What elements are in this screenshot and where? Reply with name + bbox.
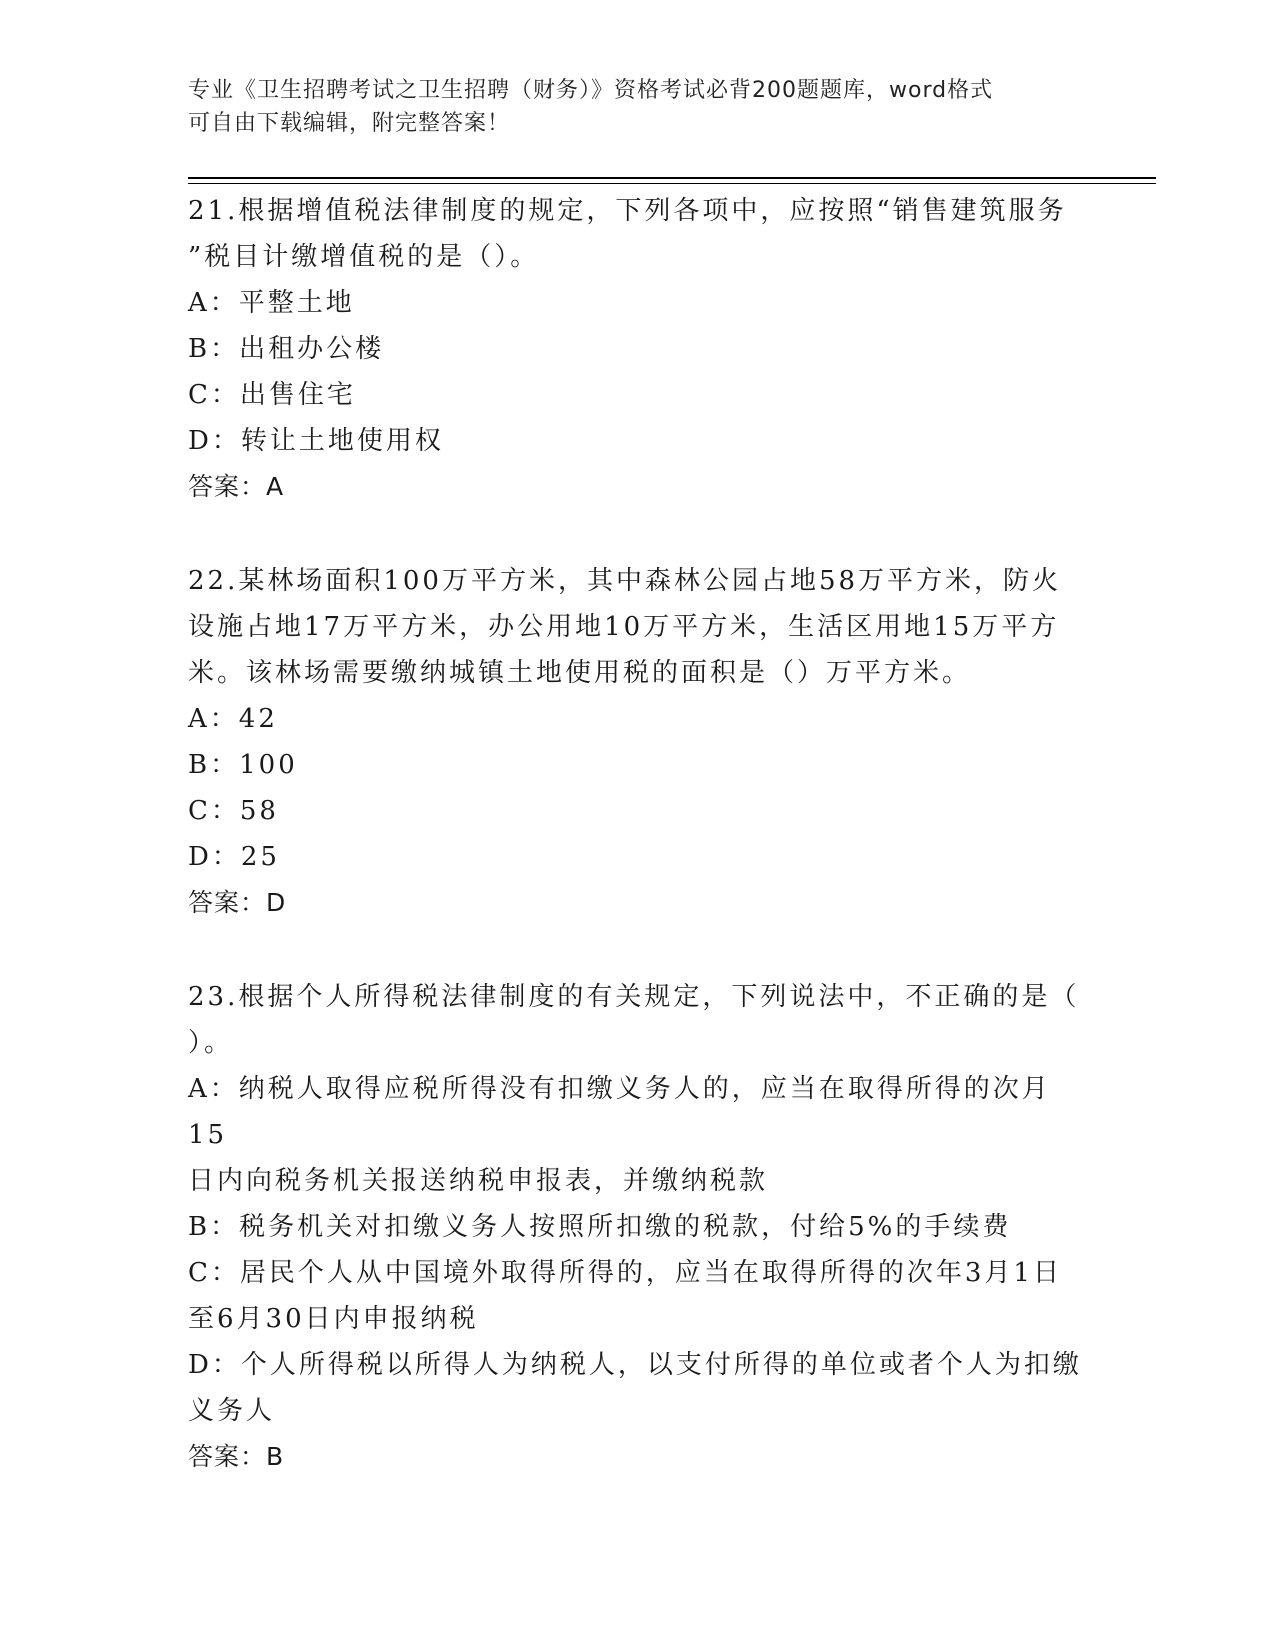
answer: 答案：D	[188, 888, 287, 917]
option-a: A：平整土地	[188, 288, 355, 318]
option-a: A：纳税人取得应税所得没有扣缴义务人的，应当在取得所得的次月15	[188, 1074, 1051, 1150]
question-text-line: ”税目计缴增值税的是（）。	[188, 242, 540, 272]
option-d: D：转让土地使用权	[188, 426, 444, 456]
option-b: B：出租办公楼	[188, 334, 385, 364]
option-d: D：25	[188, 842, 280, 872]
question-text-line: 21.根据增值税法律制度的规定，下列各项中，应按照“销售建筑服务	[188, 196, 1067, 226]
answer: 答案：B	[188, 1442, 285, 1471]
option-d: D：个人所得税以所得人为纳税人，以支付所得的单位或者个人为扣缴	[188, 1350, 1082, 1380]
question-text-line: 设施占地17万平方米，办公用地10万平方米，生活区用地15万平方	[188, 612, 1060, 642]
header-line-2: 可自由下载编辑，附完整答案！	[188, 111, 511, 136]
header-line-1: 专业《卫生招聘考试之卫生招聘（财务）》资格考试必背200题题库，word格式	[188, 78, 994, 103]
header-divider-thin	[188, 183, 1156, 184]
question-21	[188, 188, 1088, 510]
question-text-line: 22.某林场面积100万平方米，其中森林公园占地58万平方米，防火	[188, 566, 1062, 596]
question-23	[188, 974, 1088, 1480]
option-b: B：税务机关对扣缴义务人按照所扣缴的税款，付给5%的手续费	[188, 1212, 1012, 1242]
question-text-line: 23.根据个人所得税法律制度的有关规定，下列说法中，不正确的是（	[188, 982, 1080, 1012]
option-d-continued: 义务人	[188, 1396, 276, 1426]
option-a: A：42	[188, 704, 278, 734]
option-c: C：58	[188, 796, 279, 826]
question-text-line: ）。	[188, 1028, 234, 1058]
question-22	[188, 558, 1088, 926]
option-c: C：居民个人从中国境外取得所得的，应当在取得所得的次年3月1日	[188, 1258, 1062, 1288]
question-spacer	[188, 926, 1088, 974]
option-c-continued: 至6月30日内申报纳税	[188, 1304, 479, 1334]
answer: 答案：A	[188, 472, 285, 501]
question-text-line: 米。该林场需要缴纳城镇土地使用税的面积是（）万平方米。	[188, 658, 972, 688]
question-spacer	[188, 510, 1088, 558]
document-header	[188, 74, 1088, 140]
header-divider-thick	[188, 177, 1156, 179]
option-a-continued: 日内向税务机关报送纳税申报表，并缴纳税款	[188, 1166, 769, 1196]
option-b: B：100	[188, 750, 298, 780]
question-list	[188, 188, 1088, 1480]
option-c: C：出售住宅	[188, 380, 356, 410]
